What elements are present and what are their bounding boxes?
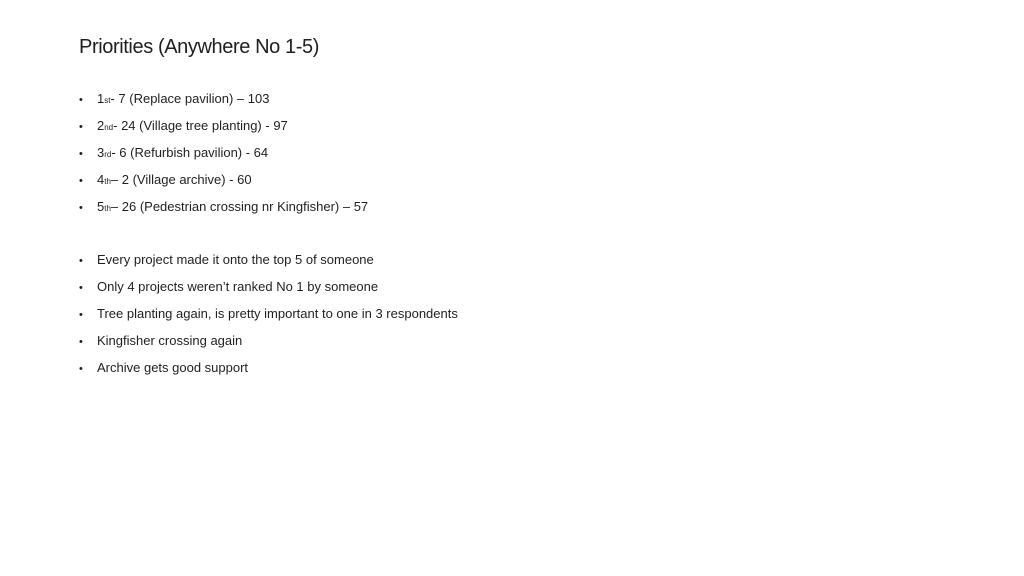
ranking-text: - 6 (Refurbish pavilion) - 64 (111, 145, 269, 160)
bullet-icon: • (79, 94, 83, 106)
note-text: Every project made it onto the top 5 of someone (97, 252, 374, 267)
note-text: Kingfisher crossing again (97, 333, 243, 348)
note-item (79, 306, 458, 333)
ranking-number: 4 (97, 172, 105, 187)
ranking-item: • 1 st - 7 (Replace pavilion) – 103 (79, 91, 270, 106)
bullet-icon: • (79, 175, 83, 187)
bullet-icon: • (79, 363, 83, 375)
bullet-icon: • (79, 148, 83, 160)
note-text: Only 4 projects weren’t ranked No 1 by someone (97, 279, 379, 294)
bullet-icon: • (79, 255, 83, 267)
ranking-item: • 5 th – 26 (Pedestrian crossing nr Kingfisher) – 57 (79, 199, 369, 214)
bullet-icon: • (79, 336, 83, 348)
ranking-text: – 26 (Pedestrian crossing nr Kingfisher) – 57 (110, 199, 369, 214)
ranking-item: • 4 th – 2 (Village archive) - 60 (79, 172, 252, 187)
bullet-icon: • (79, 202, 83, 214)
note-item (79, 333, 458, 360)
note-item (79, 252, 458, 279)
rankings-list (79, 91, 368, 226)
ranking-item: • 2 nd - 24 (Village tree planting) - 97 (79, 118, 288, 133)
bullet-icon: • (79, 121, 83, 133)
note-text: Archive gets good support (97, 360, 249, 375)
slide-title: Priorities (Anywhere No 1-5) (79, 36, 319, 58)
ranking-number: 5 (97, 199, 105, 214)
note-text: Tree planting again, is pretty important to one in 3 respondents (97, 306, 458, 321)
ranking-number: 2 (97, 118, 105, 133)
ranking-item: • 3 rd - 6 (Refurbish pavilion) - 64 (79, 145, 269, 160)
note-item (79, 360, 458, 387)
ranking-text: - 7 (Replace pavilion) – 103 (110, 91, 270, 106)
note-item (79, 279, 458, 306)
notes-list (79, 252, 458, 387)
ranking-text: - 24 (Village tree planting) - 97 (113, 118, 288, 133)
ranking-text: – 2 (Village archive) - 60 (110, 172, 252, 187)
ranking-number: 3 (97, 145, 105, 160)
bullet-icon: • (79, 282, 83, 294)
bullet-icon: • (79, 309, 83, 321)
ranking-number: 1 (97, 91, 105, 106)
